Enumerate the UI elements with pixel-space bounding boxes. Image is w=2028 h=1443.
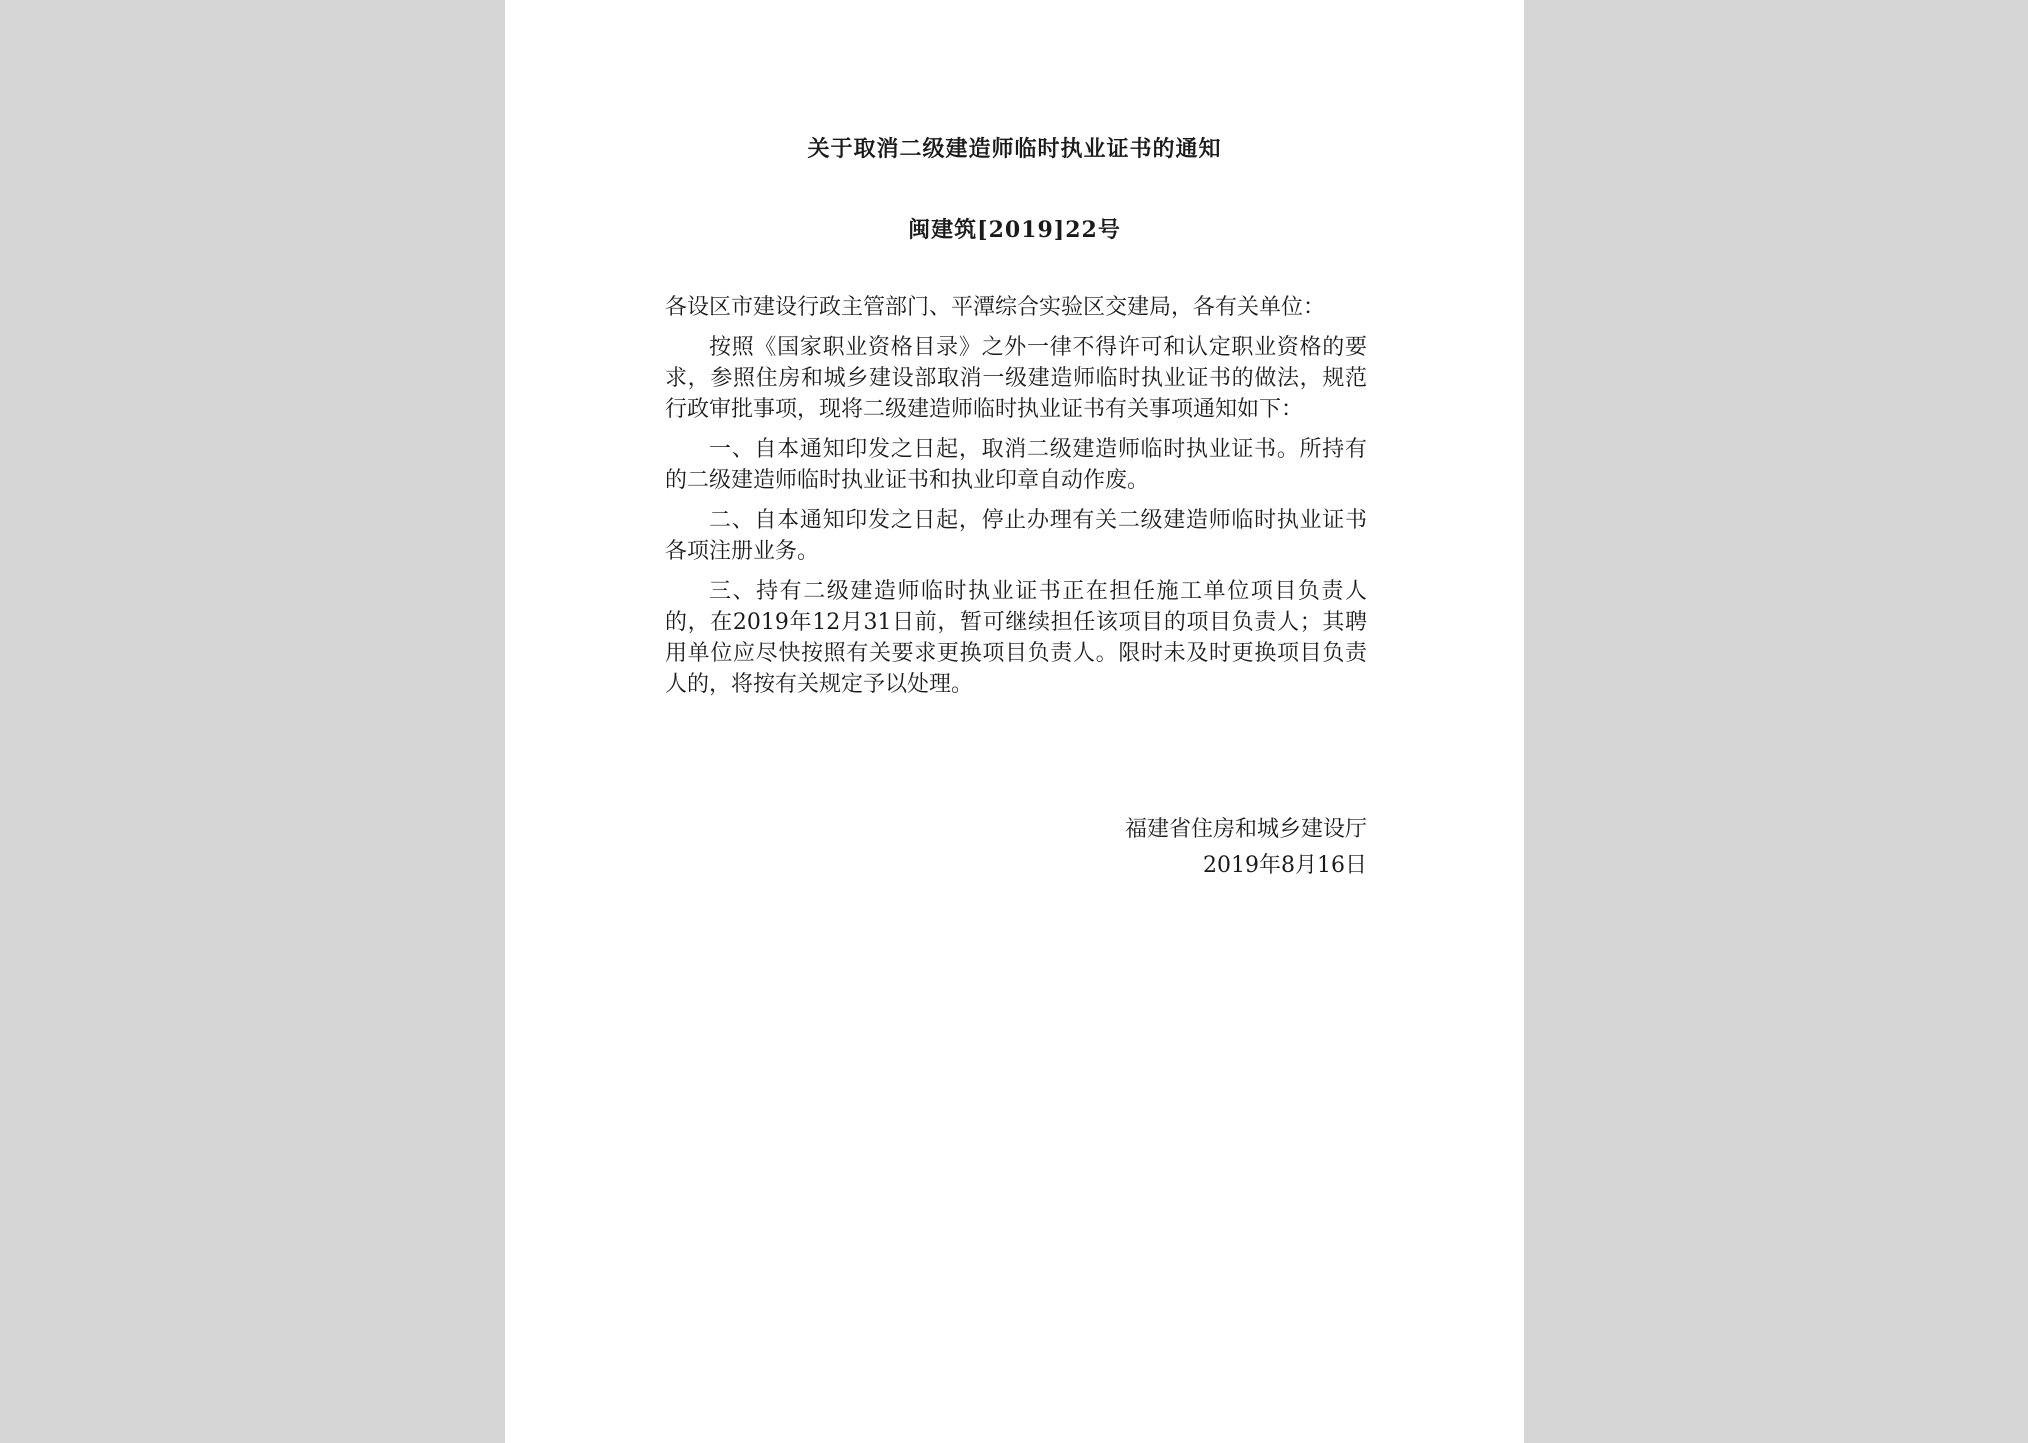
issue-date: 2019年8月16日 (1203, 853, 1367, 878)
paragraph-item-3: 三、持有二级建造师临时执业证书正在担任施工单位项目负责人的，在2019年12月31日前，暂可继续担任该项目的项目负责人；其聘用单位应尽快按照有关要求更换项目负责人。限时未及时更换项目负责人的，将按有关规定予以处理。 (665, 579, 1367, 697)
document-body (665, 292, 1367, 709)
paragraph-item-2: 二、自本通知印发之日起，停止办理有关二级建造师临时执业证书各项注册业务。 (665, 508, 1367, 564)
issuer: 福建省住房和城乡建设厅 (1124, 817, 1367, 842)
paragraph-item-1: 一、自本通知印发之日起，取消二级建造师临时执业证书。所持有的二级建造师临时执业证书和执业印章自动作废。 (665, 437, 1367, 493)
paragraph-intro: 按照《国家职业资格目录》之外一律不得许可和认定职业资格的要求，参照住房和城乡建设部取消一级建造师临时执业证书的做法，规范行政审批事项，现将二级建造师临时执业证书有关事项通知如下： (665, 335, 1367, 422)
document-title: 关于取消二级建造师临时执业证书的通知 (807, 136, 1222, 162)
signature-block (665, 812, 1367, 884)
salutation: 各设区市建设行政主管部门、平潭综合实验区交建局，各有关单位： (665, 295, 1326, 320)
document-number: 闽建筑[2019]22号 (908, 217, 1121, 243)
document-page (505, 0, 1524, 1443)
